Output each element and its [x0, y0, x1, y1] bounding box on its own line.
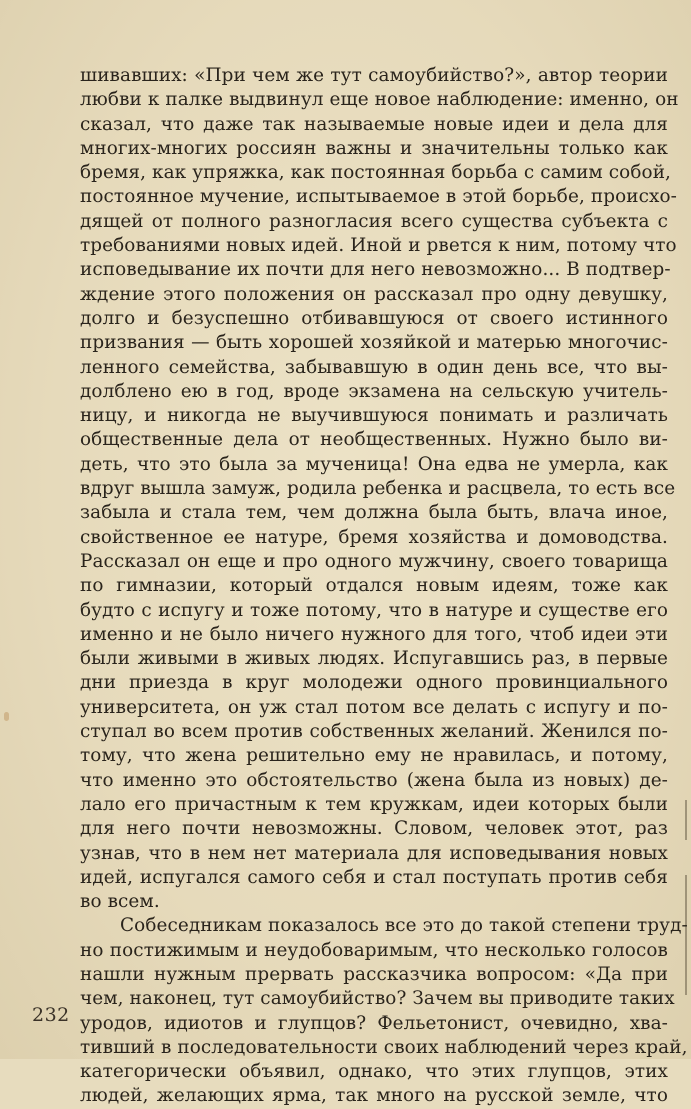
text-line: по гимназии, который отдался новым идеям, тоже как — [80, 575, 668, 597]
text-line: уродов, идиотов и глупцов? Фельетонист, очевидно, хва- — [80, 1012, 668, 1034]
text-line: долго и безуспешно отбивавшуюся от своего истинного — [80, 307, 668, 329]
paper-stain — [4, 712, 9, 721]
text-line: нашли нужным прервать рассказчика вопросом: «Да при — [80, 963, 668, 985]
text-line: тому, что жена решительно ему не нравилась, и потому, — [80, 745, 668, 767]
text-line: забыла и стала тем, чем должна была быть, влача иное, — [80, 502, 668, 524]
text-line: призвания — быть хорошей хозяйкой и матерью многочис- — [80, 332, 668, 354]
text-line: для него почти невозможны. Словом, человек этот, раз — [80, 818, 668, 840]
text-line: но постижимым и неудобоваримым, что несколько голосов — [80, 939, 668, 961]
text-line: людей, желающих ярма, так много на русской земле, что — [80, 1085, 668, 1107]
text-line: Собеседникам показалось все это до такой степени труд- — [120, 915, 688, 937]
text-line: ницу, и никогда не выучившуюся понимать и различать — [80, 405, 668, 427]
text-line: долблено ею в год, вроде экзамена на сельскую учитель- — [80, 380, 668, 402]
text-line: категорически объявил, однако, что этих глупцов, этих — [80, 1061, 668, 1083]
text-line: сказал, что даже так называемые новые идеи и дела для — [80, 113, 668, 135]
text-line: дящей от полного разногласия всего существа субъекта с — [80, 210, 668, 232]
paragraph — [80, 914, 688, 1108]
text-line: будто с испугу и тоже потому, что в натуре и существе его — [80, 599, 668, 621]
text-line: исповедывание их почти для него невозможно... В подтвер- — [80, 259, 671, 281]
text-line: вдруг вышла замуж, родила ребенка и расцвела, то есть все — [80, 478, 676, 500]
text-line: тивший в последовательности своих наблюдений через край, — [80, 1036, 688, 1058]
text-line: требованиями новых идей. Иной и рвется к ним, потому что — [80, 235, 677, 257]
text-line: общественные дела от необщественных. Нужно было ви- — [80, 429, 668, 451]
text-line: ленного семейства, забывавшую в один день все, что вы- — [80, 356, 668, 378]
text-line: ждение этого положения он рассказал про одну девушку, — [80, 283, 668, 305]
text-line: что именно это обстоятельство (жена была из новых) де- — [80, 769, 668, 791]
text-line: постоянное мучение, испытываемое в этой борьбе, происхо- — [80, 186, 677, 208]
body-text — [80, 64, 688, 1109]
text-line: идей, испугался самого себя и стал поступать против себя — [80, 866, 668, 888]
text-line: именно и не было ничего нужного для того, чтоб идеи эти — [80, 623, 668, 645]
text-line: деть, что это была за мученица! Она едва не умерла, как — [80, 453, 668, 475]
text-line: университета, он уж стал потом все делать с испугу и по- — [80, 696, 668, 718]
paragraph — [80, 64, 679, 914]
text-line: во всем. — [80, 891, 160, 913]
text-line: многих-многих россиян важны и значительны только как — [80, 137, 668, 159]
page-number: 232 — [32, 1004, 70, 1026]
text-line: были живыми в живых людях. Испугавшись раз, в первые — [80, 648, 668, 670]
text-line: бремя, как упряжка, как постоянная борьба с самим собой, — [80, 162, 672, 184]
text-line: дни приезда в круг молодежи одного провинциального — [80, 672, 668, 694]
page-edge-mark — [685, 800, 687, 840]
text-line: шивавших: «При чем же тут самоубийство?», автор теории — [80, 65, 668, 86]
text-line: ступал во всем против собственных желаний. Женился по- — [80, 721, 668, 743]
text-line: узнав, что в нем нет материала для исповедывания новых — [80, 842, 668, 864]
text-line: любви к палке выдвинул еще новое наблюдение: именно, он — [80, 89, 679, 111]
text-line: Рассказал он еще и про одного мужчину, своего товарища — [80, 550, 668, 572]
text-line: свойственное ее натуре, бремя хозяйства и домоводства. — [80, 526, 668, 548]
text-line: лало его причастным к тем кружкам, идеи которых были — [80, 793, 668, 815]
text-line: чем, наконец, тут самоубийство? Зачем вы приводите таких — [80, 988, 675, 1010]
